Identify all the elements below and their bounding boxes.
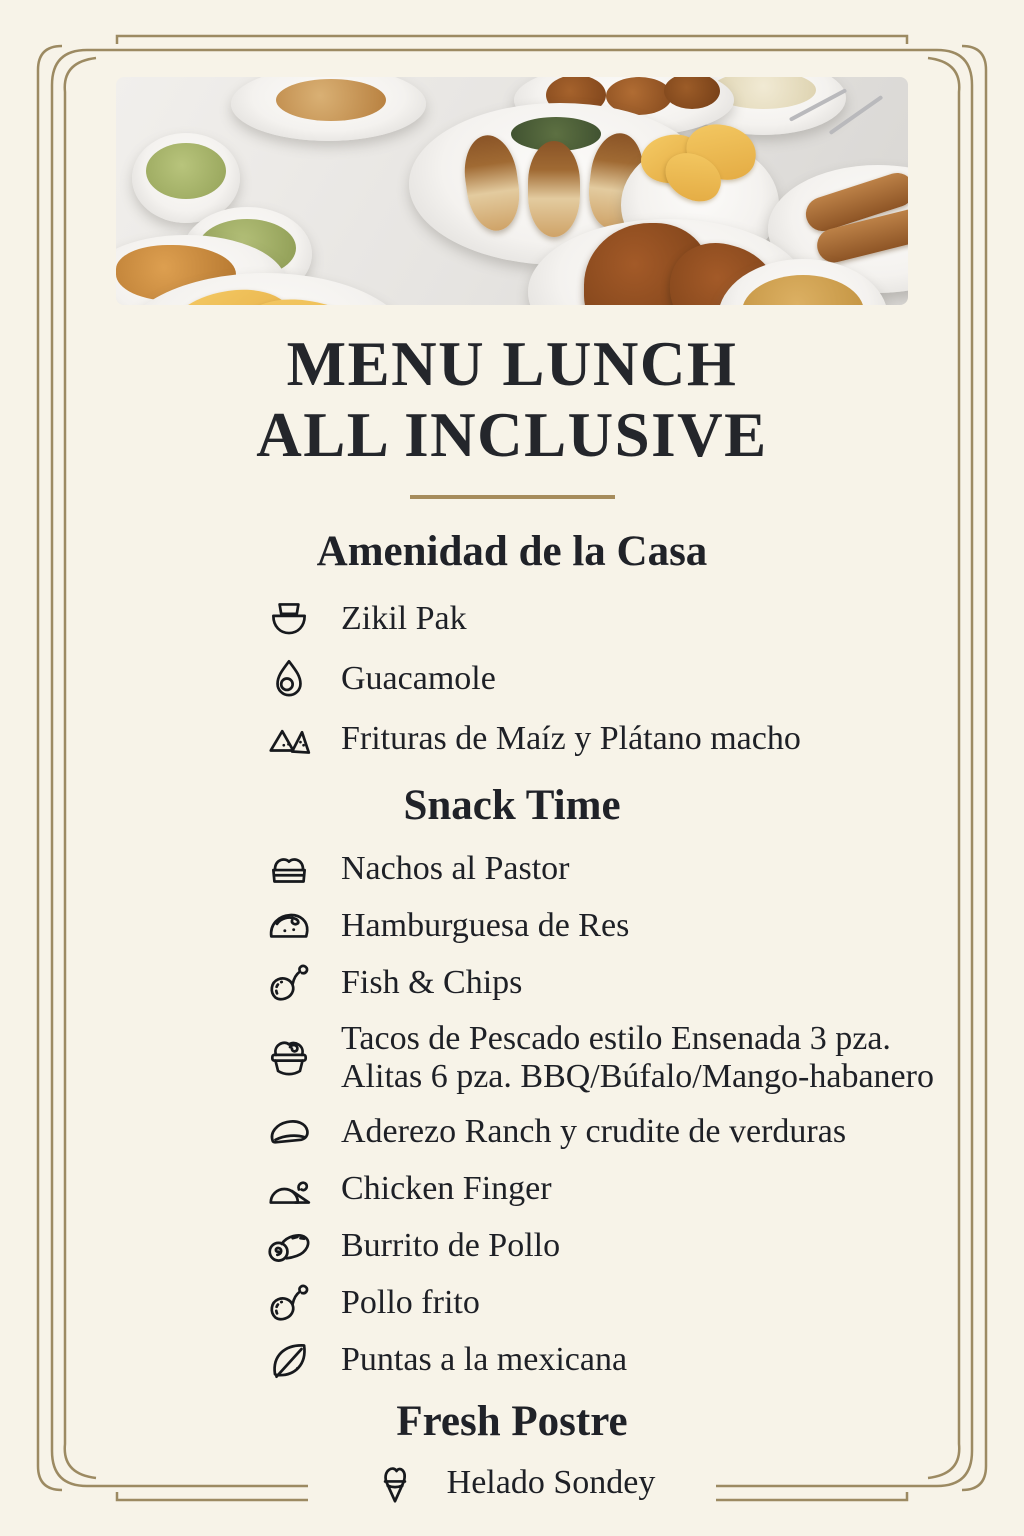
- menu-item-nachos-al-pastor: [263, 841, 1024, 898]
- section-heading-amenidad: Amenidad de la Casa: [316, 528, 708, 576]
- menu-item-label: Frituras de Maíz y Plátano macho: [341, 720, 801, 758]
- menu-item-label: Zikil Pak: [341, 600, 467, 638]
- title-line1: MENU LUNCH: [286, 329, 738, 399]
- menu-content: [0, 305, 1024, 1511]
- menu-item-label: Pollo frito: [341, 1284, 480, 1322]
- menu-item-frituras: [263, 709, 1024, 769]
- nachos-icon: [263, 713, 315, 765]
- menu-item-aderezo-ranch: [263, 1104, 1024, 1161]
- menu-item-burrito-de-pollo: [263, 1218, 1024, 1275]
- fresh-postre-item-list: [0, 1455, 1024, 1511]
- menu-item-tacos-de-pescado: [263, 1012, 1024, 1104]
- section-heading-fresh-postre: Fresh Postre: [396, 1397, 628, 1445]
- menu-item-label: Hamburguesa de Res: [341, 907, 630, 945]
- menu-item-label: Helado Sondey: [446, 1463, 656, 1501]
- menu-item-zikil-pak: [263, 589, 1024, 649]
- menu-item-label: Chicken Finger: [341, 1170, 552, 1208]
- section-heading-snack-time: Snack Time: [403, 782, 621, 830]
- leaf-icon: [263, 1334, 315, 1386]
- menu-item-label: Nachos al Pastor: [341, 850, 570, 888]
- bowl-icon: [263, 593, 315, 645]
- title-divider: [410, 495, 615, 499]
- avocado-icon: [263, 653, 315, 705]
- menu-item-fish-and-chips: [263, 955, 1024, 1012]
- bread-icon: [263, 843, 315, 895]
- menu-item-label: Fish & Chips: [341, 964, 523, 1002]
- drumstick-icon: [263, 957, 315, 1009]
- drumstick-icon: [263, 1277, 315, 1329]
- ice-cream-icon: [369, 1457, 421, 1509]
- food-basket-icon: [263, 1032, 315, 1084]
- menu-item-label: Tacos de Pescado estilo Ensenada 3 pza. Alitas 6 pza. BBQ/Búfalo/Mango-habanero: [341, 1019, 934, 1095]
- menu-item-hamburguesa: [263, 898, 1024, 955]
- menu-item-label: Aderezo Ranch y crudite de verduras: [341, 1113, 847, 1151]
- menu-item-helado-sondey: [263, 1455, 1024, 1511]
- menu-item-pollo-frito: [263, 1275, 1024, 1332]
- menu-item-label: Burrito de Pollo: [341, 1227, 561, 1265]
- food-spread-photo: [116, 77, 908, 305]
- menu-item-puntas-mexicana: [263, 1332, 1024, 1389]
- burrito-icon: [263, 1220, 315, 1272]
- menu-item-label: Puntas a la mexicana: [341, 1341, 628, 1379]
- menu-item-chicken-finger: [263, 1161, 1024, 1218]
- snack-time-item-list: [0, 841, 1024, 1389]
- taco-shell-icon: [263, 1163, 315, 1215]
- title-line2: ALL INCLUSIVE: [256, 400, 768, 471]
- menu-item-guacamole: [263, 649, 1024, 709]
- amenidad-item-list: [0, 589, 1024, 769]
- page-title: [0, 329, 1024, 471]
- taco-icon: [263, 900, 315, 952]
- menu-item-label: Guacamole: [341, 660, 496, 698]
- pita-icon: [263, 1106, 315, 1158]
